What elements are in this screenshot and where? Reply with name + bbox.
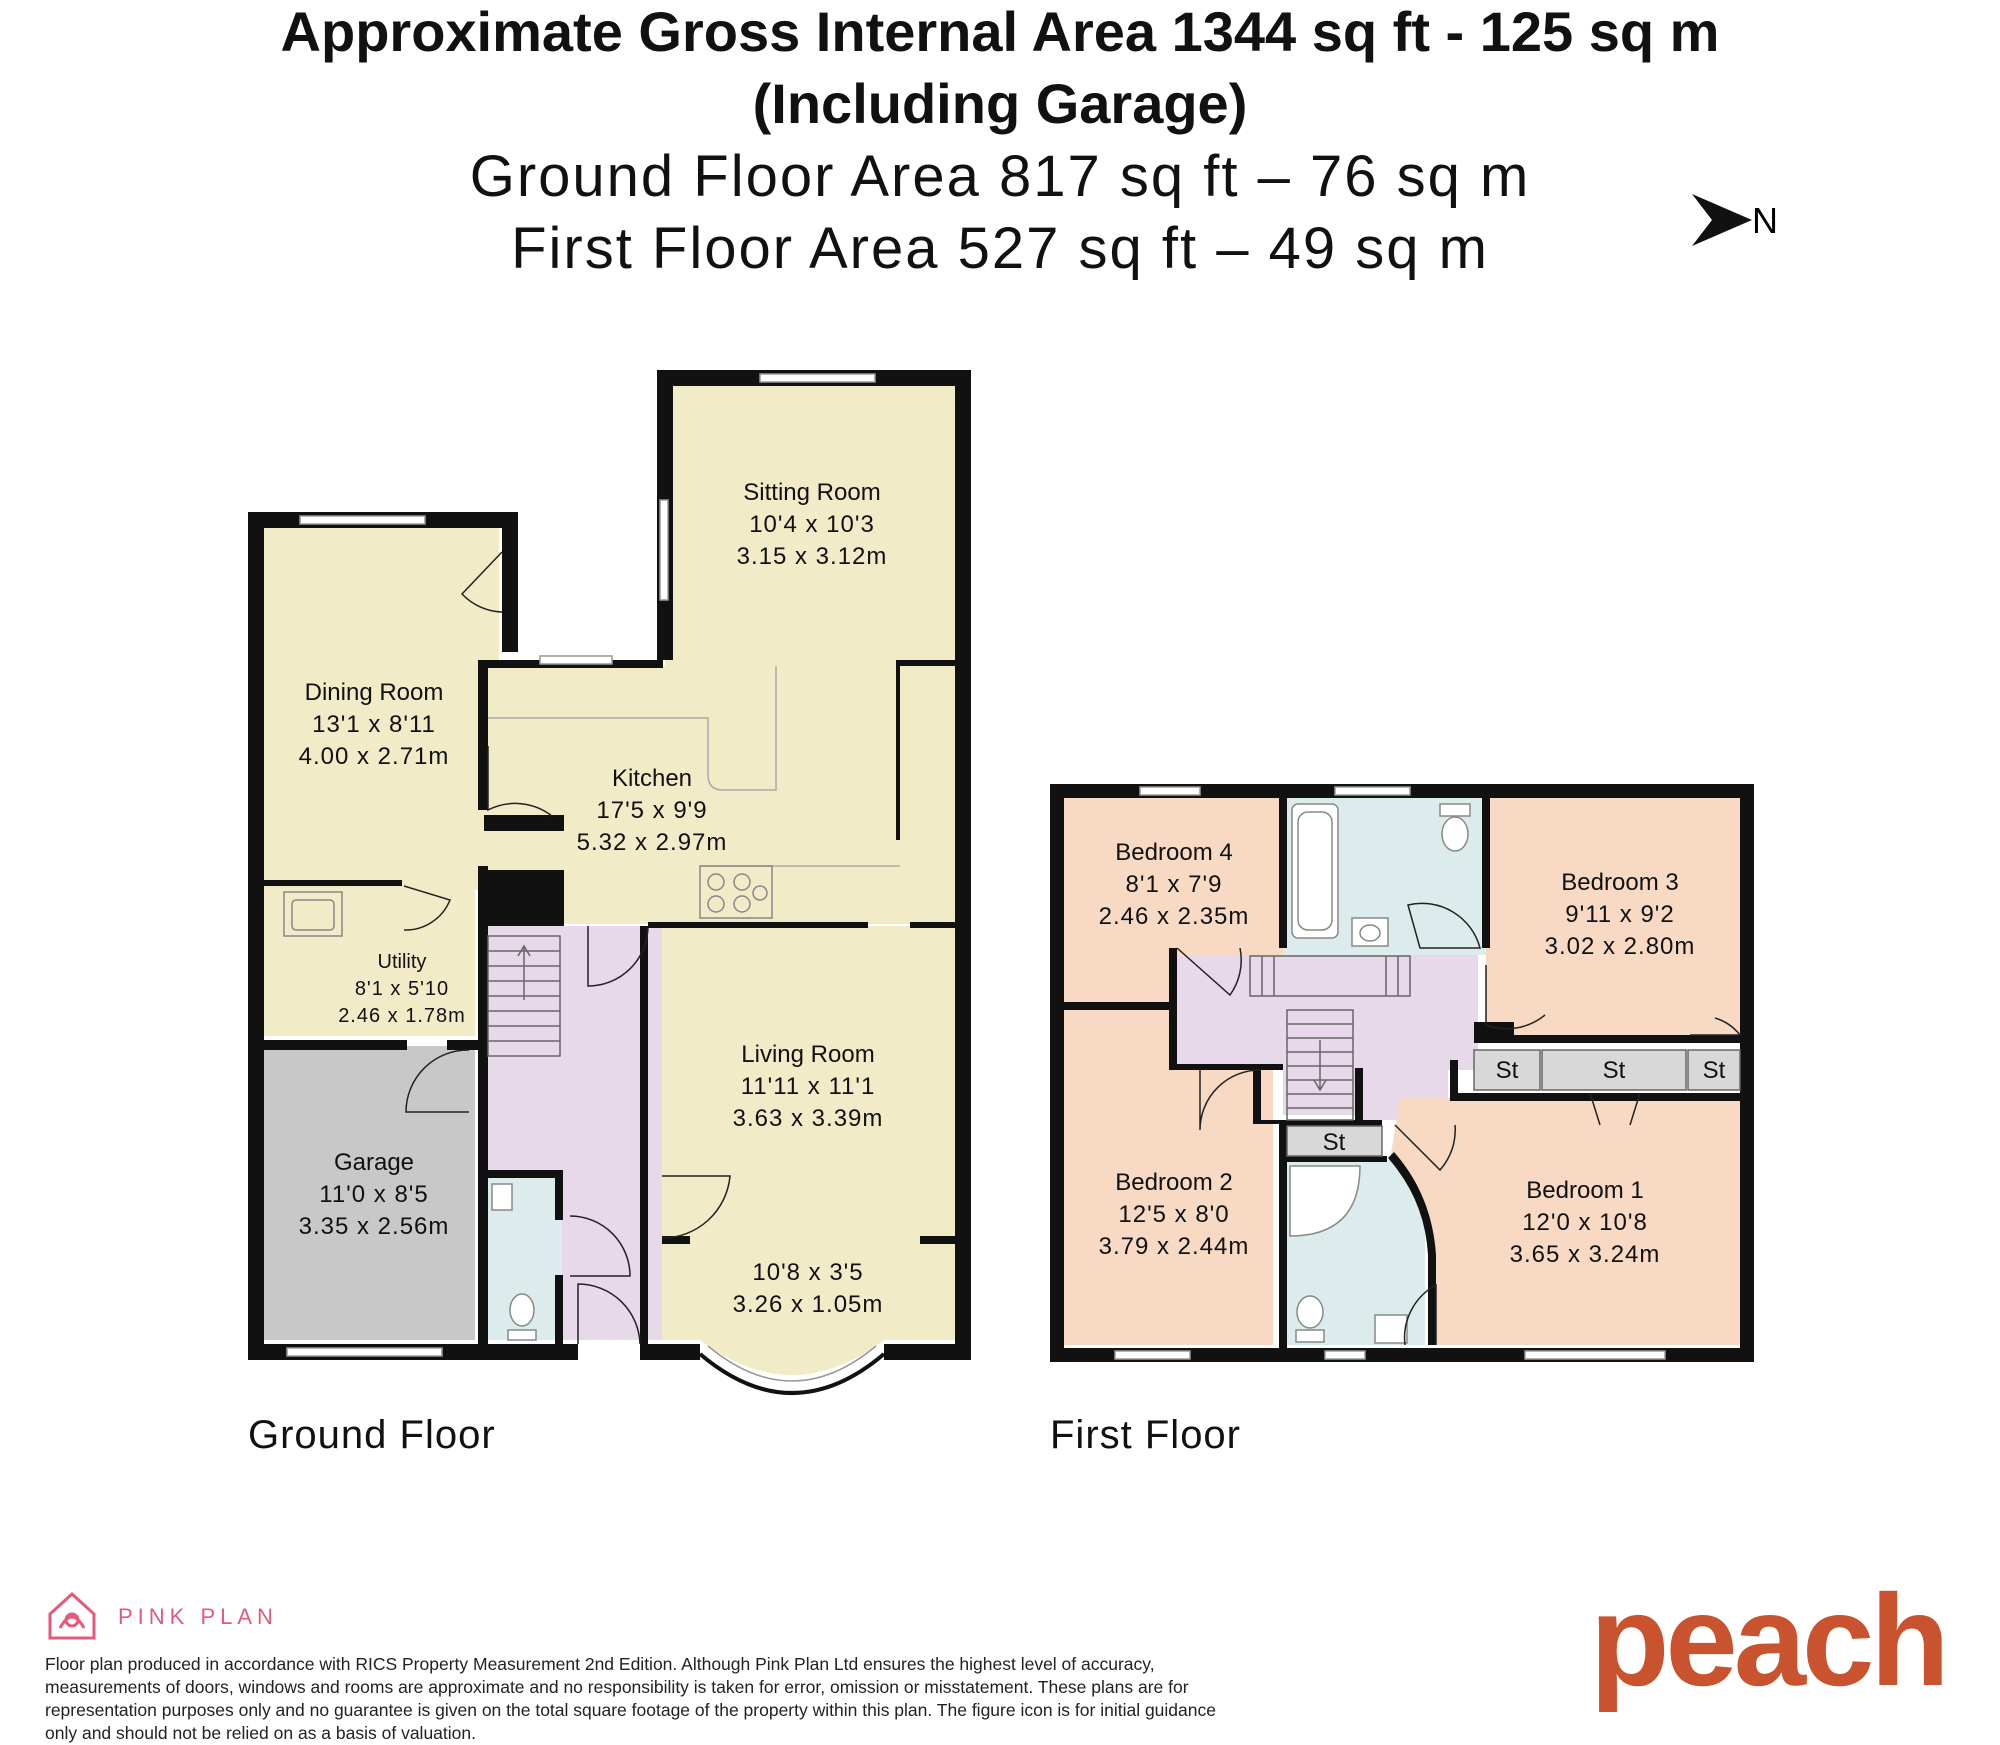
sitting-room-metric: 3.15 x 3.12m [736,543,888,570]
utility-name: Utility [377,951,427,973]
sitting-room-imperial: 10'4 x 10'3 [749,511,875,538]
bay-imperial: 10'8 x 3'5 [752,1259,864,1286]
dining-room-metric: 4.00 x 2.71m [298,743,450,770]
bath-icon [1292,804,1338,938]
ensuite-basin-icon [1375,1315,1407,1343]
bedroom-2-name: Bedroom 2 [1115,1169,1233,1196]
ground-floor-plan [248,370,971,1457]
bedroom-4-metric: 2.46 x 2.35m [1098,903,1250,930]
bedroom-2-imperial: 12'5 x 8'0 [1118,1201,1230,1228]
first-floor-label: First Floor [1050,1413,1241,1457]
ensuite-toilet-icon [1296,1296,1324,1342]
bedroom-1-imperial: 12'0 x 10'8 [1522,1209,1648,1236]
living-room-imperial: 11'11 x 11'1 [740,1073,876,1100]
compass-label: N [1752,200,1778,241]
living-room-metric: 3.63 x 3.39m [732,1105,884,1132]
bathroom-toilet-icon [1440,804,1470,851]
dining-room-area [257,526,499,890]
title-gross-area: Approximate Gross Internal Area 1344 sq ft - 125 sq m [280,0,1720,63]
bay-window-area [700,1340,884,1375]
kitchen-imperial: 17'5 x 9'9 [596,797,708,824]
dining-room-name: Dining Room [304,679,444,706]
ground-floor-label: Ground Floor [248,1413,496,1457]
bedroom-3-metric: 3.02 x 2.80m [1544,933,1696,960]
sitting-room-name: Sitting Room [743,479,881,506]
disclaimer-text: Floor plan produced in accordance with RICS Property Measurement 2nd Edition. Although Pink Plan Ltd ensures the highest level of accuracy, measurements of doors, windows and rooms are approximate and no responsibility is taken for error, omission or misstatement. These plans are for representation purposes only and no guarantee is given on the total square footage of the property within this plan. The figure icon is for initial guidance only and should not be relied on as a basis of valuation. [45,1654,1216,1743]
storage-label-1: St [1495,1057,1519,1084]
storage-label-2: St [1602,1057,1626,1084]
bedroom-4-imperial: 8'1 x 7'9 [1125,871,1223,898]
pink-plan-brand-text: PINK PLAN [118,1604,278,1629]
kitchen-name: Kitchen [611,765,693,792]
bedroom-4-name: Bedroom 4 [1115,839,1233,866]
ground-floor-area-text: Ground Floor Area 817 sq ft – 76 sq m [469,144,1531,209]
bathroom-basin-icon [1352,918,1388,946]
first-floor-area-text: First Floor Area 527 sq ft – 49 sq m [511,216,1489,281]
peach-agent-logo: peach [1590,1567,1946,1713]
bedroom-3-imperial: 9'11 x 9'2 [1565,901,1675,928]
bedroom-1-name: Bedroom 1 [1526,1177,1644,1204]
title-including-garage: (Including Garage) [752,72,1248,135]
living-room-name: Living Room [741,1041,875,1068]
garage-imperial: 11'0 x 8'5 [319,1181,429,1208]
utility-imperial: 8'1 x 5'10 [354,978,450,1000]
bay-metric: 3.26 x 1.05m [732,1291,884,1318]
storage-label-4: St [1322,1129,1346,1156]
pink-plan-logo-icon [44,1588,104,1644]
bedroom-2-metric: 3.79 x 2.44m [1098,1233,1250,1260]
kitchen-metric: 5.32 x 2.97m [576,829,728,856]
bedroom-1-metric: 3.65 x 3.24m [1509,1241,1661,1268]
first-floor-plan [1050,784,1754,1457]
garage-name: Garage [333,1149,415,1176]
bedroom-3-name: Bedroom 3 [1561,869,1679,896]
storage-label-3: St [1702,1057,1726,1084]
utility-metric: 2.46 x 1.78m [338,1005,466,1027]
garage-metric: 3.35 x 2.56m [298,1213,450,1240]
dining-room-imperial: 13'1 x 8'11 [312,711,436,738]
